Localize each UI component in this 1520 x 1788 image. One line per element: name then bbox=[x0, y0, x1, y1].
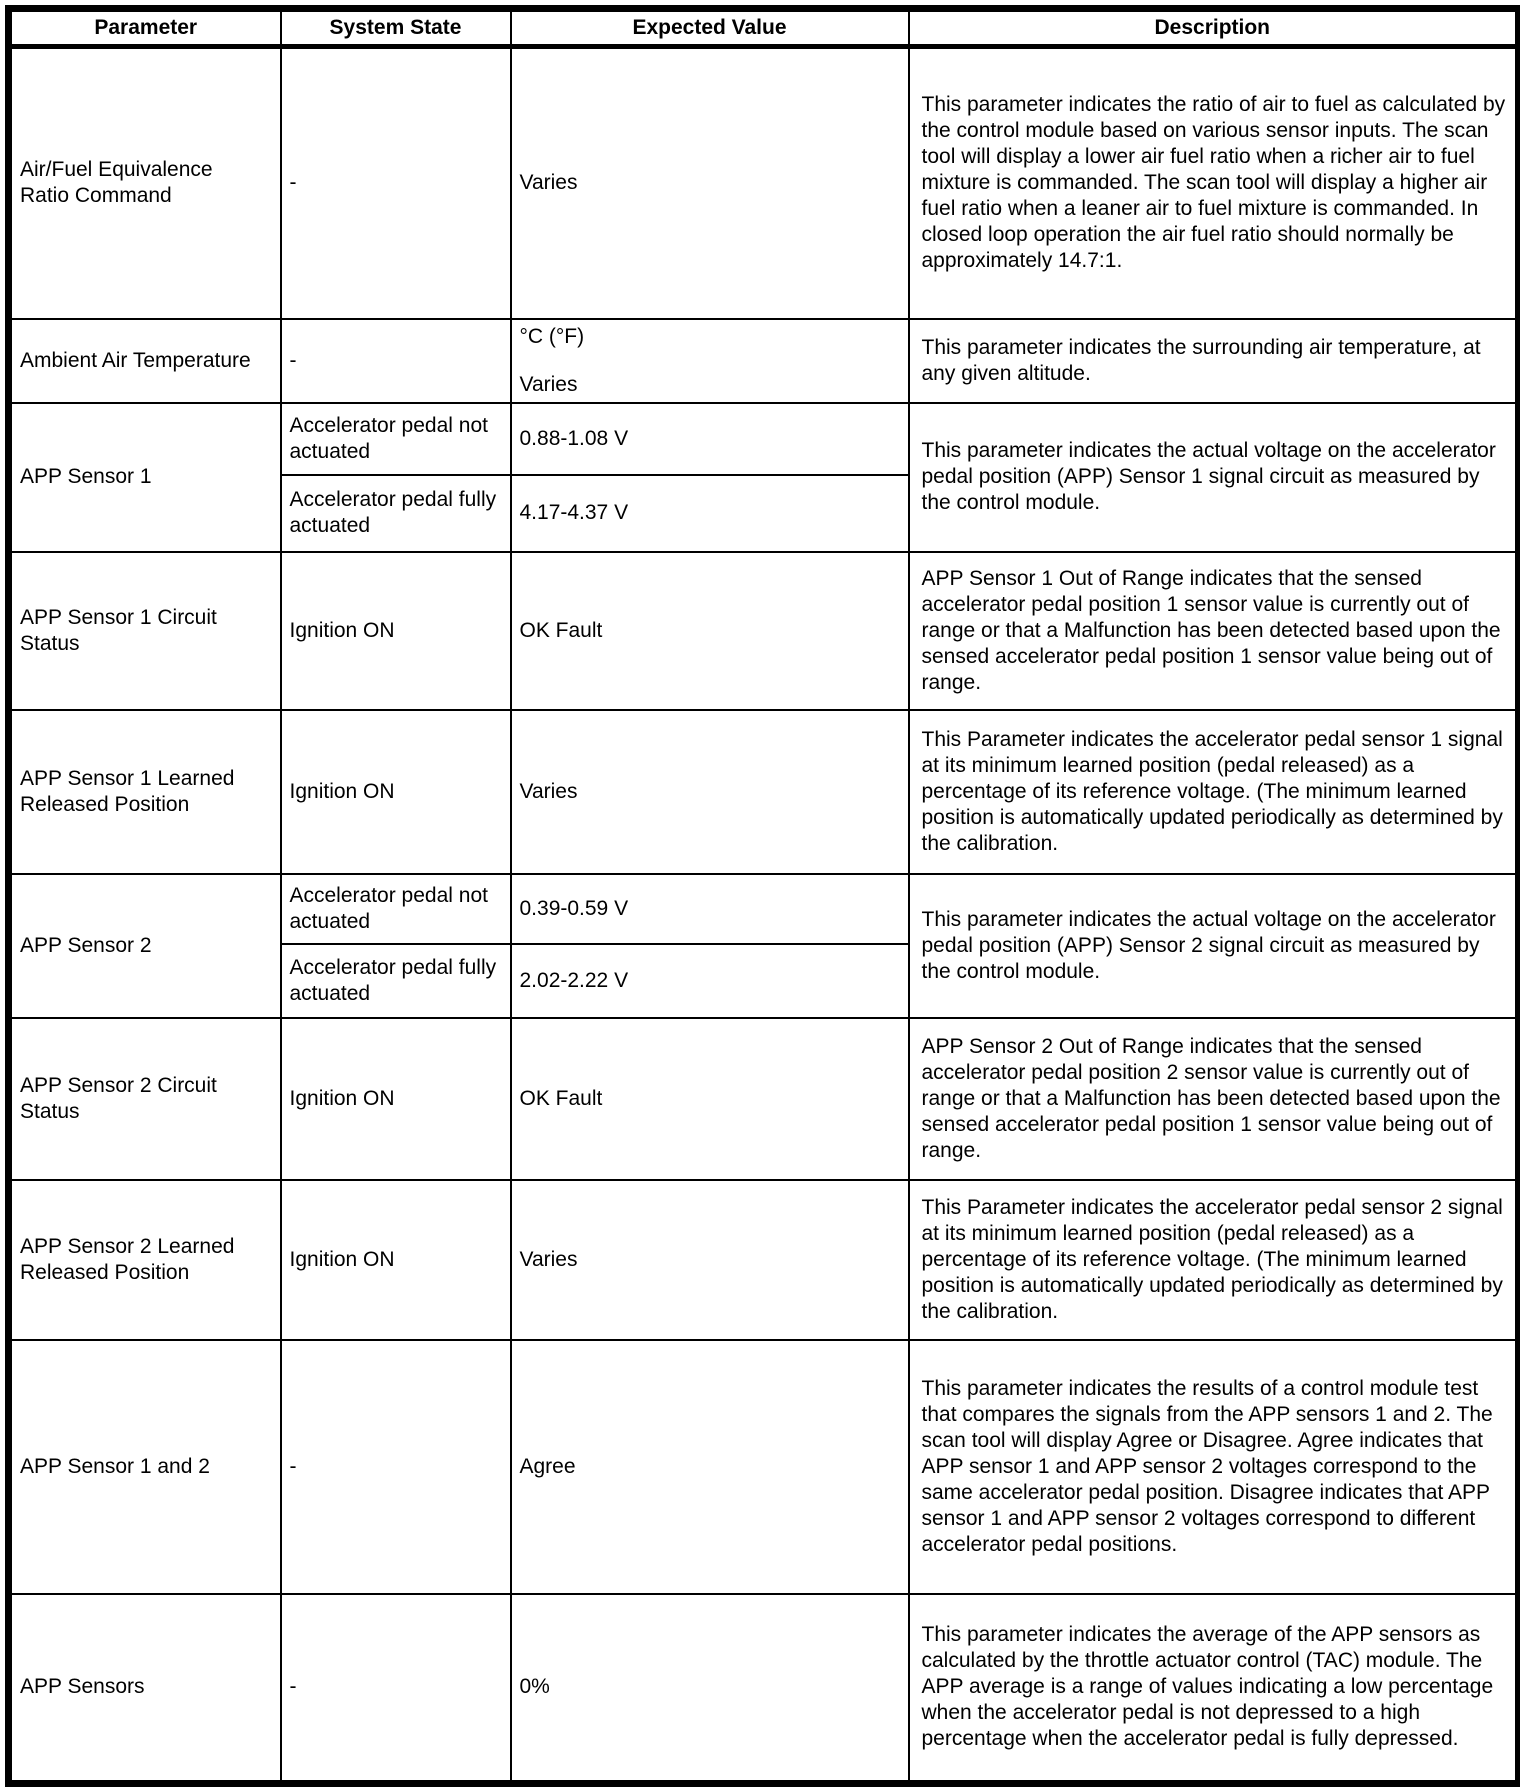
expected-value-cell: OK Fault bbox=[511, 552, 909, 710]
header-description: Description bbox=[909, 9, 1519, 47]
system-state-cell: Ignition ON bbox=[281, 710, 511, 874]
description-cell: This Parameter indicates the accelerator pedal sensor 1 signal at its minimum learned position (pedal released) as a percentage of its reference voltage. (The minimum learned position is automatically updated periodically as determined by the calibration. bbox=[909, 710, 1519, 874]
description-cell: This parameter indicates the actual voltage on the accelerator pedal position (APP) Sensor 1 signal circuit as measured by the control module. bbox=[909, 403, 1519, 552]
system-state-cell: Ignition ON bbox=[281, 1180, 511, 1340]
expected-value-cell bbox=[511, 319, 909, 403]
system-state-cell: Ignition ON bbox=[281, 552, 511, 710]
header-parameter: Parameter bbox=[9, 9, 281, 47]
system-state-cell: - bbox=[281, 319, 511, 403]
description-cell: This parameter indicates the ratio of air to fuel as calculated by the control module based on various sensor inputs. The scan tool will display a lower air fuel ratio when a richer air to fuel mixture is commanded. The scan tool will display a higher air fuel ratio when a leaner air to fuel mixture is commanded. In closed loop operation the air fuel ratio should normally be approximately 14.7:1. bbox=[909, 47, 1519, 319]
parameter-cell: APP Sensor 2 bbox=[9, 874, 281, 1018]
expected-value-cell: 2.02-2.22 V bbox=[511, 944, 909, 1018]
expected-value-text: Varies bbox=[519, 372, 578, 396]
table-row bbox=[9, 1594, 1519, 1784]
table-row bbox=[9, 552, 1519, 710]
expected-value-cell: OK Fault bbox=[511, 1018, 909, 1180]
expected-value-cell: Agree bbox=[511, 1340, 909, 1594]
system-state-cell: Accelerator pedal not actuated bbox=[281, 874, 511, 944]
parameter-cell: APP Sensor 1 Learned Released Position bbox=[9, 710, 281, 874]
table-row bbox=[9, 1018, 1519, 1180]
table-row bbox=[9, 710, 1519, 874]
parameter-cell: APP Sensor 1 and 2 bbox=[9, 1340, 281, 1594]
parameter-cell: Air/Fuel Equivalence Ratio Command bbox=[9, 47, 281, 319]
header-row bbox=[9, 9, 1519, 47]
table-row bbox=[9, 319, 1519, 403]
expected-value-cell: Varies bbox=[511, 47, 909, 319]
expected-value-cell: 0% bbox=[511, 1594, 909, 1784]
description-cell: APP Sensor 1 Out of Range indicates that the sensed accelerator pedal position 1 sensor value is currently out of range or that a Malfunction has been detected based upon the sensed accelerator pedal position 1 sensor value being out of range. bbox=[909, 552, 1519, 710]
parameter-cell: APP Sensor 1 Circuit Status bbox=[9, 552, 281, 710]
parameter-spec-table bbox=[5, 5, 1520, 1787]
description-cell: This Parameter indicates the accelerator pedal sensor 2 signal at its minimum learned position (pedal released) as a percentage of its reference voltage. (The minimum learned position is automatically updated periodically as determined by the calibration. bbox=[909, 1180, 1519, 1340]
table-row bbox=[9, 1180, 1519, 1340]
system-state-cell: Accelerator pedal fully actuated bbox=[281, 475, 511, 552]
expected-value-cell: 0.88-1.08 V bbox=[511, 403, 909, 475]
description-cell: This parameter indicates the average of the APP sensors as calculated by the throttle actuator control (TAC) module. The APP average is a range of values indicating a low percentage when the accelerator pedal is not depressed to a high percentage when the accelerator pedal is fully depressed. bbox=[909, 1594, 1519, 1784]
table-row bbox=[9, 403, 1519, 475]
parameter-cell: Ambient Air Temperature bbox=[9, 319, 281, 403]
description-cell: APP Sensor 2 Out of Range indicates that the sensed accelerator pedal position 2 sensor value is currently out of range or that a Malfunction has been detected based upon the sensed accelerator pedal position 1 sensor value being out of range. bbox=[909, 1018, 1519, 1180]
parameter-cell: APP Sensor 2 Circuit Status bbox=[9, 1018, 281, 1180]
header-system-state: System State bbox=[281, 9, 511, 47]
description-cell: This parameter indicates the results of a control module test that compares the signals from the APP sensors 1 and 2. The scan tool will display Agree or Disagree. Agree indicates that APP sensor 1 and APP sensor 2 voltages correspond to the same accelerator pedal position. Disagree indicates that APP sensor 1 and APP sensor 2 voltages correspond to different accelerator pedal positions. bbox=[909, 1340, 1519, 1594]
expected-value-cell: 4.17-4.37 V bbox=[511, 475, 909, 552]
table-row bbox=[9, 1340, 1519, 1594]
description-cell: This parameter indicates the surrounding air temperature, at any given altitude. bbox=[909, 319, 1519, 403]
system-state-cell: - bbox=[281, 47, 511, 319]
system-state-cell: Accelerator pedal not actuated bbox=[281, 403, 511, 475]
expected-value-cell: Varies bbox=[511, 710, 909, 874]
table-row bbox=[9, 874, 1519, 944]
system-state-cell: Accelerator pedal fully actuated bbox=[281, 944, 511, 1018]
expected-value-cell: 0.39-0.59 V bbox=[511, 874, 909, 944]
system-state-cell: - bbox=[281, 1340, 511, 1594]
parameter-cell: APP Sensors bbox=[9, 1594, 281, 1784]
header-expected-value: Expected Value bbox=[511, 9, 909, 47]
system-state-cell: Ignition ON bbox=[281, 1018, 511, 1180]
parameter-cell: APP Sensor 1 bbox=[9, 403, 281, 552]
expected-value-unit: °C (°F) bbox=[519, 324, 585, 348]
table-row bbox=[9, 47, 1519, 319]
description-cell: This parameter indicates the actual voltage on the accelerator pedal position (APP) Sensor 2 signal circuit as measured by the control module. bbox=[909, 874, 1519, 1018]
expected-value-cell: Varies bbox=[511, 1180, 909, 1340]
parameter-cell: APP Sensor 2 Learned Released Position bbox=[9, 1180, 281, 1340]
system-state-cell: - bbox=[281, 1594, 511, 1784]
